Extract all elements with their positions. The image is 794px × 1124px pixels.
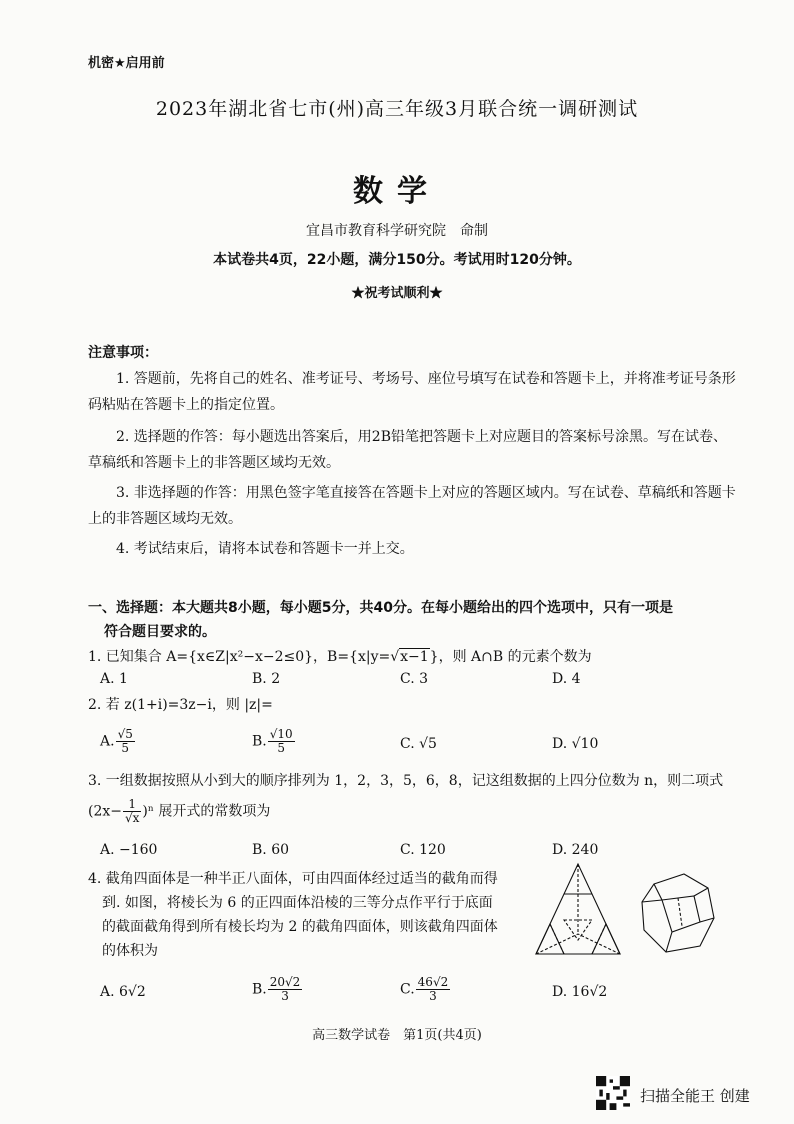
question-4-option-a: A. 6√2 bbox=[100, 984, 146, 1000]
question-3-option-d: D. 240 bbox=[552, 842, 599, 858]
question-4-stem: 4. 截角四面体是一种半正八面体，可由四面体经过适当的截角而得 到. 如图，将棱长为 6 的正四面体沿棱的三等分点作平行于底面 的截面截角得到所有棱长均为 2 的截角四面体，则该截角四面体 的体积为 bbox=[88, 871, 498, 959]
question-2-option-d: D. √10 bbox=[552, 736, 599, 752]
note-item-1: 1. 答题前，先将自己的姓名、准考证号、考场号、座位号填写在试卷和答题卡上，并将准考证号条形码粘贴在答题卡上的指定位置。 bbox=[88, 371, 736, 413]
question-3-stem-line2: (2x− $\frac{1}{√x}$ )ⁿ 展开式的常数项为 bbox=[88, 797, 271, 825]
scanner-brand-label: 扫描全能王 创建 bbox=[640, 1087, 750, 1105]
question-3-option-c: C. 120 bbox=[400, 842, 446, 858]
question-4-option-d: D. 16√2 bbox=[552, 984, 608, 1000]
question-1-option-d: D. 4 bbox=[552, 671, 581, 687]
question-3-option-b: B. 60 bbox=[252, 842, 290, 858]
truncated-tetrahedron-figure bbox=[532, 860, 718, 960]
subject-title: 数学 bbox=[353, 174, 441, 209]
question-4-option-b: B. $\frac{20√2}{3}$ bbox=[252, 975, 301, 1003]
notes-heading: 注意事项： bbox=[88, 345, 158, 361]
question-3-stem-line1: 3. 一组数据按照从小到大的顺序排列为 1，2，3，5，6，8，记这组数据的上四分位数为 n，则二项式 bbox=[88, 773, 724, 789]
page-footer: 高三数学试卷 第1页(共4页) bbox=[312, 1028, 482, 1043]
question-2-option-b: B. $\frac{√10}{5}$ bbox=[252, 727, 293, 755]
section-heading: 一、选择题：本大题共8小题，每小题5分，共40分。在每小题给出的四个选项中，只有一项是 符合题目要求的。 bbox=[88, 600, 673, 640]
exam-meta: 本试卷共4页，22小题，满分150分。考试用时120分钟。 bbox=[213, 252, 581, 268]
note-item-2: 2. 选择题的作答：每小题选出答案后，用2B铅笔把答题卡上对应题目的答案标号涂黑。写在试卷、草稿纸和答题卡上的非答题区域均无效。 bbox=[88, 429, 728, 471]
exam-title: 2023年湖北省七市(州)高三年级3月联合统一调研测试 bbox=[155, 98, 639, 120]
question-4-option-c: C. $\frac{46√2}{3}$ bbox=[400, 975, 449, 1003]
question-2-stem: 2. 若 z(1+i)=3z−i，则 |z|= bbox=[88, 697, 273, 713]
question-1-option-b: B. 2 bbox=[252, 671, 281, 687]
question-1-option-c: C. 3 bbox=[400, 671, 429, 687]
note-item-4: 4. 考试结束后，请将本试卷和答题卡一并上交。 bbox=[116, 541, 414, 557]
qr-code-icon bbox=[596, 1076, 630, 1110]
question-2-option-c: C. √5 bbox=[400, 736, 437, 752]
question-3-option-a: A. −160 bbox=[100, 842, 158, 858]
question-1-option-a: A. 1 bbox=[100, 671, 128, 687]
maker-line: 宜昌市教育科学研究院 命制 bbox=[306, 223, 488, 239]
note-item-3: 3. 非选择题的作答：用黑色签字笔直接答在答题卡上对应的答题区域内。写在试卷、草稿纸和答题卡上的非答题区域均无效。 bbox=[88, 485, 736, 527]
good-luck-line: ★祝考试顺利★ bbox=[351, 286, 443, 301]
question-2-option-a: A. $\frac{√5}{5}$ bbox=[100, 727, 133, 755]
confidential-label: 机密★启用前 bbox=[88, 56, 165, 71]
question-1-stem: 1. 已知集合 A={x∈Z|x²−x−2≤0}，B={x|y=√x−1}，则 A∩B 的元素个数为 bbox=[88, 649, 592, 665]
